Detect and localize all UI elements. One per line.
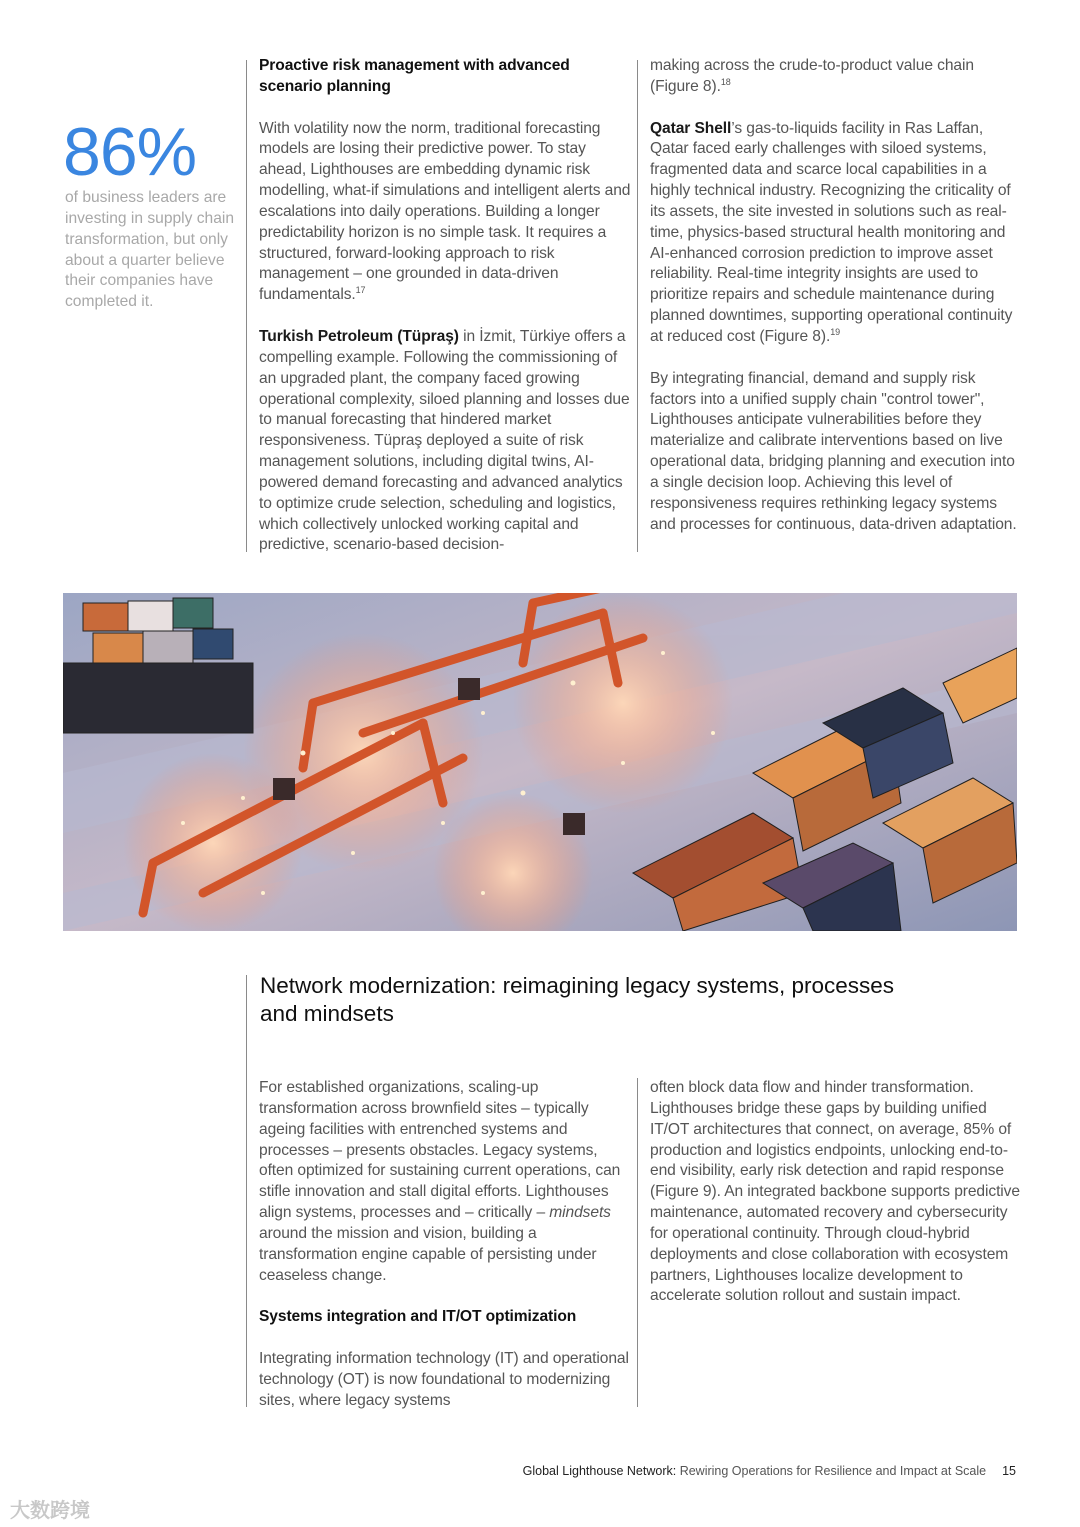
- paragraph: often block data flow and hinder transformation. Lighthouses bridge these gaps by building unified IT/OT architectures that connect, on average, 85% of production and logistics endpoints, unlocking end-to-end visibility, early risk detection and rapid response (Figure 9). An integrated backbone supports predictive maintenance, automated recovery and cybersecurity for operational continuity. Through cloud-hybrid deployments and close collaboration with ecosystem partners, Lighthouses localize development to accelerate solution rollout and sustain impact.: [650, 1079, 1020, 1305]
- section2-column2: [650, 1078, 1020, 1328]
- section2-column1: [259, 1078, 631, 1432]
- emphasis: mindsets: [549, 1204, 611, 1222]
- section2-title: Network modernization: reimagining legacy systems, processes and mindsets: [260, 973, 895, 1026]
- company-name: Turkish Petroleum (Tüpraş): [259, 327, 459, 345]
- section1-column2: [650, 56, 1020, 556]
- document-subtitle: Rewiring Operations for Resilience and Impact at Scale: [676, 1464, 987, 1478]
- footnote-ref: 18: [720, 76, 731, 87]
- stat-value: 86%: [63, 114, 197, 190]
- paragraph: making across the crude-to-product value chain (Figure 8).$^{18}$: [650, 57, 974, 95]
- column-rule: [246, 60, 247, 552]
- document-name: Global Lighthouse Network:: [522, 1464, 677, 1478]
- watermark: 大数跨境: [10, 1500, 90, 1522]
- column-rule: [637, 1078, 638, 1407]
- section1-column1: [259, 56, 631, 577]
- company-name: Qatar Shell: [650, 119, 732, 137]
- paragraph: Qatar Shell’s gas-to-liquids facility in Ras Laffan, Qatar faced early challenges with siloed systems, fragmented data and scarce local capabilities in a highly technical industry. Recognizing the criticality of its assets, the site invested in solutions such as real-time, physics-based structural health monitoring and AI-enhanced corrosion prediction to improve asset reliability. Real-time integrity insights are used to prioritize repairs and schedule maintenance during planned downtimes, supporting operational continuity at reduced cost (Figure 8).$^{19}$: [650, 119, 1013, 345]
- paragraph: By integrating financial, demand and supply risk factors into a unified supply chain "control tower", Lighthouses anticipate vulnerabilities before they materialize and calibrate interventions based on live operational data, bridging planning and execution into a single decision loop. Achieving this level of responsiveness requires rethinking legacy systems and processes for continuous, data-driven adaptation.: [650, 369, 1017, 533]
- paragraph: Integrating information technology (IT) and operational technology (OT) is now foundational to modernizing sites, where legacy systems: [259, 1349, 629, 1409]
- port-illustration: [63, 593, 1017, 931]
- stat-caption: of business leaders are investing in supply chain transformation, but only about a quarter believe their companies have completed it.: [65, 189, 235, 311]
- column-rule: [246, 975, 247, 1407]
- section1-subhead: Proactive risk management with advanced scenario planning: [259, 57, 570, 95]
- paragraph: Turkish Petroleum (Tüpraş) in İzmit, Türkiye offers a compelling example. Following the commissioning of an upgraded plant, the company faced growing operational complexity, siloed planning and losses due to manual forecasting that hindered market responsiveness. Tüpraş deployed a suite of risk management solutions, including digital twins, AI-powered demand forecasting and advanced analytics to optimize crude selection, scheduling and logistics, which collectively unlocked working capital and predictive, scenario-based decision-: [259, 327, 630, 554]
- page-footer: [523, 1464, 1016, 1478]
- paragraph: For established organizations, scaling-up transformation across brownfield sites – typically ageing facilities with entrenched systems and processes – presents obstacles. Legacy systems, often optimized for sustaining current operations, can stifle innovation and stall digital efforts. Lighthouses align systems, processes and – critically – mindsets around the mission and vision, building a transformation engine capable of persisting under ceaseless change.: [259, 1079, 621, 1284]
- paragraph: With volatility now the norm, traditional forecasting models are losing their predictive power. To stay ahead, Lighthouses are embedding dynamic risk modelling, what-if simulations and intelligent alerts and escalations into daily operations. Building a longer predictability horizon is no simple task. It requires a structured, forward-looking approach to risk management – one grounded in data-driven fundamentals.$^{17}$: [259, 119, 631, 304]
- section2-subhead: Systems integration and IT/OT optimization: [259, 1308, 577, 1326]
- column-rule: [637, 60, 638, 552]
- page-number: 15: [1002, 1464, 1016, 1478]
- footnote-ref: 17: [355, 285, 366, 296]
- footnote-ref: 19: [830, 326, 840, 337]
